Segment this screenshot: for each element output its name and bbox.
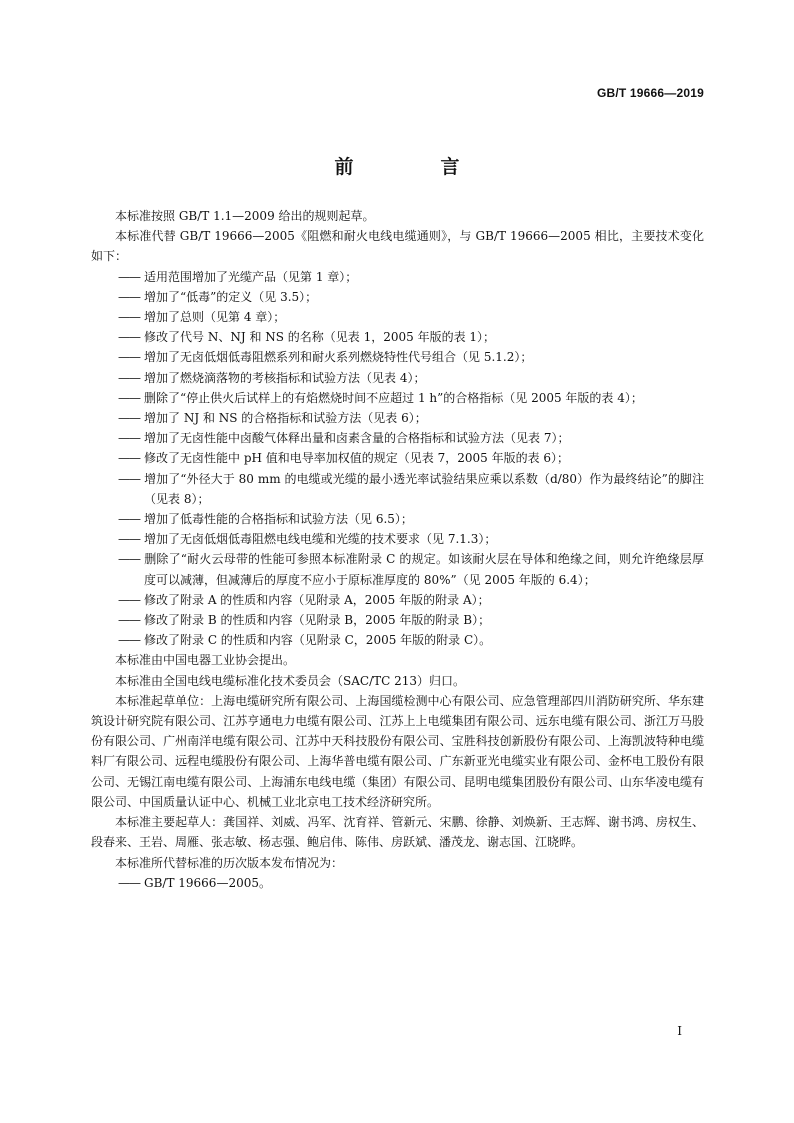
list-item: —— 增加了燃烧滴落物的考核指标和试验方法（见表 4）；: [118, 368, 704, 388]
paragraph: 本标准按照 GB/T 1.1—2009 给出的规则起草。: [115, 209, 375, 223]
change-list: [91, 267, 704, 651]
page-title: 前 言: [334, 156, 494, 178]
dash-marker: ——: [118, 431, 140, 446]
dash-marker: ——: [118, 411, 140, 426]
dash-marker: ——: [118, 552, 140, 567]
dash-marker: ——: [118, 633, 140, 648]
list-item: —— 修改了附录 C 的性质和内容（见附录 C，2005 年版的附录 C）。: [118, 630, 704, 650]
dash-marker: ——: [118, 512, 140, 527]
list-item: —— 修改了附录 B 的性质和内容（见附录 B，2005 年版的附录 B）；: [118, 610, 704, 630]
dash-marker: ——: [118, 471, 140, 486]
dash-marker: ——: [118, 289, 140, 304]
list-item: —— 增加了 NJ 和 NS 的合格指标和试验方法（见表 6）；: [118, 408, 704, 428]
list-item: —— 适用范围增加了光缆产品（见第 1 章）；: [118, 267, 704, 287]
page-number: I: [677, 1024, 682, 1038]
list-item: —— 修改了代号 N、NJ 和 NS 的名称（见表 1，2005 年版的表 1）；: [118, 327, 704, 347]
dash-marker: ——: [118, 350, 140, 365]
dash-marker: ——: [118, 269, 140, 284]
standard-code: GB/T 19666—2019: [596, 86, 704, 100]
history-item: —— GB/T 19666—2005。: [118, 873, 704, 893]
dash-marker: ——: [118, 592, 140, 607]
dash-marker: ——: [118, 330, 140, 345]
paragraph: 本标准由全国电线电缆标准化技术委员会（SAC/TC 213）归口。: [115, 673, 466, 688]
paragraph: 本标准由中国电器工业协会提出。: [115, 653, 296, 668]
list-item: —— 修改了无卤性能中 pH 值和电导率加权值的规定（见表 7，2005 年版的表 6）；: [118, 448, 704, 468]
dash-marker: ——: [118, 310, 140, 325]
dash-marker: ——: [118, 532, 140, 547]
list-item: —— 增加了低毒性能的合格指标和试验方法（见 6.5）；: [118, 509, 704, 529]
paragraph: 本标准所代替标准的历次版本发布情况为：: [115, 855, 344, 870]
list-item: —— 增加了无卤低烟低毒阻燃系列和耐火系列燃烧特性代号组合（见 5.1.2）；: [118, 347, 704, 367]
list-item: —— 修改了附录 A 的性质和内容（见附录 A，2005 年版的附录 A）；: [118, 590, 704, 610]
list-item: —— 增加了无卤性能中卤酸气体释出量和卤素含量的合格指标和试验方法（见表 7）；: [118, 428, 704, 448]
dash-marker: ——: [118, 875, 140, 890]
document-body: [91, 206, 704, 893]
list-item: —— 增加了无卤低烟低毒阻燃电线电缆和光缆的技术要求（见 7.1.3）；: [118, 529, 704, 549]
dash-marker: ——: [118, 370, 140, 385]
drafting-units-paragraph: 本标准起草单位：上海电缆研究所有限公司、上海国缆检测中心有限公司、应急管理部四川消防研究所、华东建筑设计研究院有限公司、江苏亨通电力电缆有限公司、江苏上上电缆集团有限公司、远东电缆有限公司、浙江万马股份有限公司、广州南洋电缆有限公司、江苏中天科技股份有限公司、宝胜科技创新股份有限公司、上海凯波特种电缆料厂有限公司、远程电缆股份有限公司、上海华普电缆有限公司、广东新亚光电缆实业有限公司、金杯电工股份有限公司、无锡江南电缆有限公司、上海浦东电线电缆（集团）有限公司、昆明电缆集团股份有限公司、山东华凌电缆有限公司、中国质量认证中心、机械工业北京电工技术经济研究所。: [91, 693, 704, 809]
list-item: —— 增加了总则（见第 4 章）；: [118, 307, 704, 327]
dash-marker: ——: [118, 613, 140, 628]
dash-marker: ——: [118, 451, 140, 466]
list-item: —— 增加了“低毒”的定义（见 3.5）；: [118, 287, 704, 307]
list-item: —— 删除了“耐火云母带的性能可参照本标准附录 C 的规定。如该耐火层在导体和绝缘之间，则允许绝缘层厚度可以减薄，但减薄后的厚度不应小于原标准厚度的 80%”（见 2005 年版的 6.4）；: [118, 549, 704, 589]
list-item: —— 增加了“外径大于 80 mm 的电缆或光缆的最小透光率试验结果应乘以系数（d/80）作为最终结论”的脚注（见表 8）；: [118, 469, 704, 509]
drafters-paragraph: 本标准主要起草人：龚国祥、刘威、冯军、沈育祥、管新元、宋鹏、徐静、刘焕新、王志辉、谢书鸿、房权生、段春来、王岩、周雁、张志敏、杨志强、鲍启伟、陈伟、房跃斌、潘茂龙、谢志国、江晓晔。: [91, 815, 704, 850]
list-item: —— 删除了“停止供火后试样上的有焰燃烧时间不应超过 1 h”的合格指标（见 2005 年版的表 4）；: [118, 388, 704, 408]
dash-marker: ——: [118, 390, 140, 405]
paragraph: 本标准代替 GB/T 19666—2005《阻燃和耐火电线电缆通则》，与 GB/T 19666—2005 相比，主要技术变化如下：: [91, 229, 704, 264]
